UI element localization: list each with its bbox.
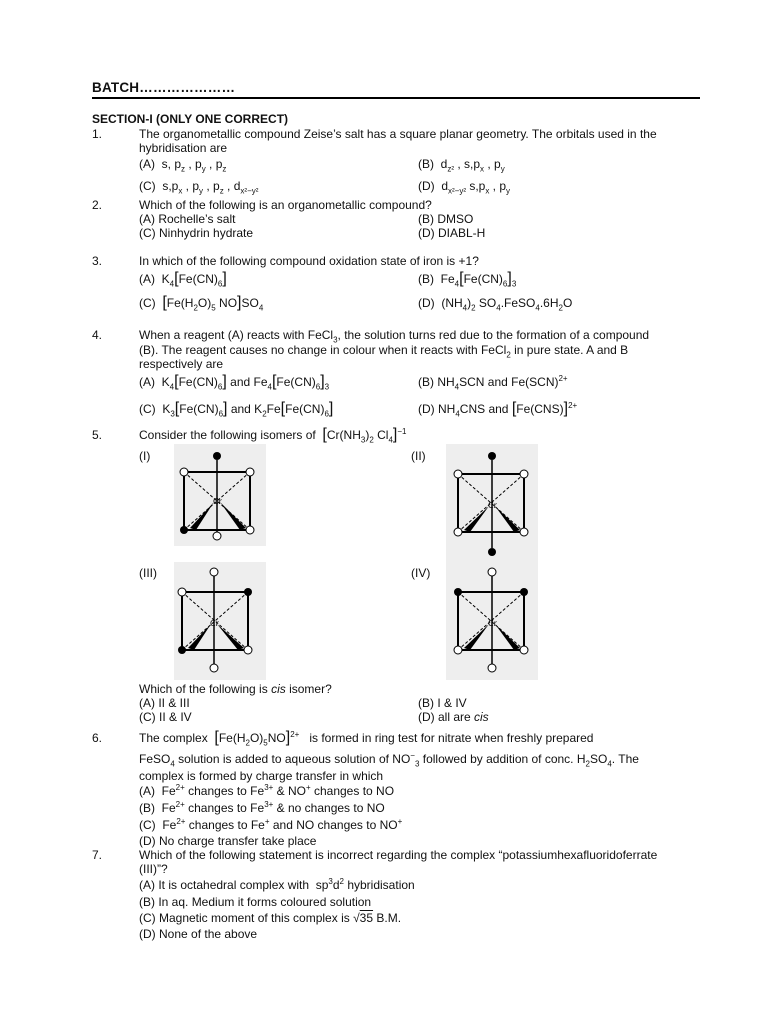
q2-option-c: (C) Ninhydrin hydrate — [139, 226, 254, 240]
q6-text-line3: complex is formed by charge transfer in which — [139, 769, 384, 783]
q5-number: 5. — [92, 428, 103, 442]
svg-text:Cr: Cr — [488, 501, 497, 510]
q6-option-b: (B) $Fe^{2+}$ changes to $Fe^{3+}$ & no changes to NO — [139, 800, 385, 815]
q3-option-a: (A) $K_4[Fe(CN)_6]$ — [139, 270, 227, 289]
q1-option-b: (B) $d_{z^2}$ , $s,p_x$ , $p_y$ — [418, 157, 505, 174]
q2-option-a: (A) Rochelle’s salt — [139, 212, 236, 226]
q7-text-line2: (III)”? — [139, 862, 168, 876]
q4-number: 4. — [92, 328, 103, 342]
q3-option-b: (B) $Fe_4[Fe(CN)_6]_3$ — [418, 270, 517, 289]
isomer-ii-label: (II) — [411, 449, 426, 463]
isomer-ii-figure — [446, 444, 538, 564]
q4-text-line2: (B). The reagent causes no change in colour when it reacts with FeCl$_2$ in pure state. A and B — [139, 343, 629, 360]
q7-number: 7. — [92, 848, 103, 862]
q3-option-d: (D) $(NH_4)_2$ $SO_4.FeSO_4.6H_2O$ — [418, 296, 573, 313]
q7-option-b: (B) In aq. Medium it forms coloured solution — [139, 895, 372, 909]
q6-number: 6. — [92, 731, 103, 745]
q5-option-c: (C) II & IV — [139, 710, 192, 724]
isomer-i-figure — [174, 444, 266, 546]
q3-text: In which of the following compound oxidation state of iron is +1? — [139, 254, 479, 268]
q2-number: 2. — [92, 198, 103, 212]
q4-option-a: (A) $K_4[Fe(CN)_6]$ and $Fe_4[Fe(CN)_6]_3$ — [139, 373, 330, 392]
q1-option-c: (C) $s,p_x$ , $p_y$ , $p_z$ , $d_{x^2-y^2}$ — [139, 179, 259, 196]
q5-ask: Which of the following is cis isomer? — [139, 682, 332, 696]
isomer-iii-label: (III) — [139, 566, 157, 580]
q7-option-a: (A) It is octahedral complex with $sp^3d^2$ hybridisation — [139, 877, 415, 892]
q7-text-line1: Which of the following statement is incorrect regarding the complex “potassiumhexafluoridoferrate — [139, 848, 658, 862]
q1-text-line1: The organometallic compound Zeise’s salt has a square planar geometry. The orbitals used in the — [139, 127, 657, 141]
svg-text:Cr: Cr — [488, 619, 497, 628]
q4-text-line1: When a reagent (A) reacts with FeCl$_3$, the solution turns red due to the formation of a compound — [139, 328, 650, 345]
q2-text: Which of the following is an organometallic compound? — [139, 198, 432, 212]
q2-option-b: (B) DMSO — [418, 212, 474, 226]
batch-heading: BATCH………………… — [92, 80, 236, 95]
q7-option-d: (D) None of the above — [139, 927, 258, 941]
q4-option-d: (D) $NH_4CNS$ and $[Fe(CNS)]^{2+}$ — [418, 400, 578, 419]
q5-text: Consider the following isomers of [$Cr(NH_3)_2$ $Cl_4]^{-1}$ — [139, 426, 407, 445]
q5-option-d: (D) all are cis — [418, 710, 489, 724]
svg-text:Cr: Cr — [213, 497, 222, 506]
q3-number: 3. — [92, 254, 103, 268]
q4-text-line3: respectively are — [139, 357, 224, 371]
q5-option-a: (A) II & III — [139, 696, 190, 710]
q6-text-line2: FeSO$_4$ solution is added to aqueous solution of $NO^-_3$ followed by addition of conc. $H_2SO_4$. The — [139, 751, 639, 769]
q6-text-line1: The complex $[Fe(H_2O)_5NO]^{2+}$ is formed in ring test for nitrate when freshly prepared — [139, 729, 594, 748]
svg-text:Cr: Cr — [210, 619, 219, 628]
isomer-iv-figure — [446, 562, 538, 680]
section-title: SECTION-I (ONLY ONE CORRECT) — [92, 112, 289, 126]
q6-option-c: (C) $Fe^{2+}$ changes to Fe+ and NO changes to NO+ — [139, 817, 403, 832]
isomer-iv-label: (IV) — [411, 566, 431, 580]
q1-option-d: (D) $d_{x^2-y^2}$ $s,p_x$ , $p_y$ — [418, 179, 511, 196]
q3-option-c: (C) [$Fe(H_2O)_5$ $NO]SO_4$ — [139, 294, 264, 313]
q2-option-d: (D) DIABL-H — [418, 226, 486, 240]
q7-option-c: (C) Magnetic moment of this complex is √35 B.M. — [139, 911, 402, 925]
q4-option-c: (C) $K_3[Fe(CN)_6]$ and $K_2Fe[Fe(CN)_6]$ — [139, 400, 334, 419]
isomer-i-label: (I) — [139, 449, 151, 463]
q1-text-line2: hybridisation are — [139, 141, 228, 155]
header-rule — [92, 97, 700, 99]
q5-option-b: (B) I & IV — [418, 696, 467, 710]
q4-option-b: (B) $NH_4SCN$ and Fe(SCN)$^{2+}$ — [418, 374, 568, 392]
isomer-iii-figure — [174, 562, 266, 680]
q6-option-d: (D) No charge transfer take place — [139, 834, 317, 848]
q6-option-a: (A) $Fe^{2+}$ changes to $Fe^{3+}$ & NO+ changes to NO — [139, 783, 395, 798]
q1-option-a: (A) s, $p_z$ , $p_y$ , $p_z$ — [139, 157, 227, 174]
q1-number: 1. — [92, 127, 103, 141]
